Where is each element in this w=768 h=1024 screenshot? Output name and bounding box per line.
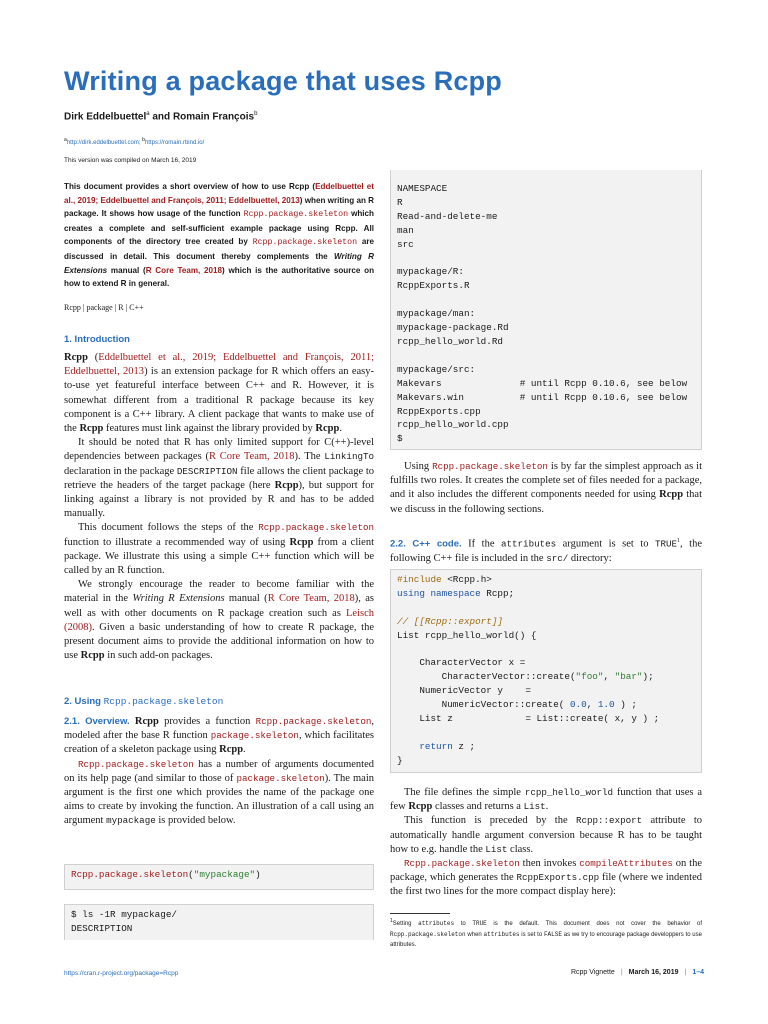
inline-code: src/ bbox=[546, 552, 569, 564]
text: Setting bbox=[392, 921, 419, 927]
code-line: mypackage/man: bbox=[397, 308, 476, 320]
paragraph bbox=[390, 857, 702, 900]
text: . Given a basic understanding of how to create R package, the present document aims to provide the additional information on how to use bbox=[64, 621, 374, 662]
code-line: RcppExports.R bbox=[397, 280, 470, 292]
inline-code: RcppExports.cpp bbox=[516, 872, 600, 884]
inline-code: LinkingTo bbox=[324, 451, 374, 463]
abstract-text: manual ( bbox=[107, 265, 146, 275]
code-line-blank bbox=[397, 601, 695, 615]
code-number: 0.0 bbox=[569, 699, 587, 711]
heading-text: 2. Using bbox=[64, 696, 104, 707]
text: file (where we indented the first two lines for the more compact display here): bbox=[390, 872, 702, 898]
paragraph bbox=[64, 578, 374, 663]
footnote-number: 1 bbox=[390, 918, 393, 924]
text: as we try to encourage package developpers to use attributes. bbox=[390, 931, 702, 948]
inline-code: TRUE bbox=[654, 538, 678, 550]
code-line: Makevars.win # until Rcpp 0.10.6, see below bbox=[397, 391, 688, 403]
section-1-heading: 1. Introduction bbox=[64, 334, 130, 345]
abstract-citation[interactable]: R Core Team, 2018 bbox=[145, 265, 223, 275]
code-line: } bbox=[397, 754, 403, 766]
text: is set to bbox=[519, 931, 544, 938]
abstract-citation[interactable]: Eddelbuettel et al., 2019; Eddelbuettel and François, 2011; Eddelbuettel, 2013 bbox=[64, 182, 374, 205]
text: ). The main argument is the first one which provides the name of the package one aims to create by invoking the function. An illustration of a call using an argument bbox=[64, 772, 374, 827]
text: This document follows the steps of the bbox=[78, 522, 259, 534]
inline-code: attributes bbox=[483, 930, 520, 938]
text: Using bbox=[404, 461, 433, 472]
code-number: 1.0 bbox=[597, 699, 615, 711]
abstract-text: ) which is the authoritative source on how to extend R in general. bbox=[64, 265, 375, 289]
code-line: CharacterVector x = bbox=[397, 657, 526, 669]
code-line: rcpp_hello_world.Rd bbox=[397, 335, 504, 347]
text: attribute to automatically handle argument conversion because R has to be taught how to e.g. handle the bbox=[390, 815, 702, 855]
rcpp-name: Rcpp bbox=[219, 744, 244, 756]
text: If the bbox=[461, 538, 501, 550]
text: argument is set to bbox=[556, 538, 655, 550]
paragraph bbox=[390, 786, 702, 814]
text: , the following C++ file is included in the bbox=[390, 538, 702, 564]
inline-code-link[interactable]: Rcpp.package.skeleton bbox=[78, 758, 194, 770]
code-line-blank bbox=[397, 293, 695, 307]
code-line-blank bbox=[397, 349, 695, 363]
text: We strongly encourage the reader to become familiar with the material in the bbox=[64, 579, 374, 605]
code-line-blank bbox=[397, 252, 695, 266]
affiliations bbox=[64, 137, 204, 146]
rcpp-name: Rcpp bbox=[315, 423, 340, 435]
rcpp-name: Rcpp bbox=[79, 423, 104, 435]
abstract-text: This document provides a short overview of how to use Rcpp ( bbox=[64, 182, 316, 191]
code-line: $ ls -1R mypackage/ bbox=[71, 909, 178, 920]
code-line: mypackage/R: bbox=[397, 266, 464, 278]
abstract-text: are discussed in detail. This document thereby complements the bbox=[64, 237, 374, 261]
citation[interactable]: R Core Team, 2018 bbox=[267, 593, 355, 605]
code-line bbox=[397, 573, 695, 587]
inline-code: DESCRIPTION bbox=[176, 465, 238, 477]
text: has a number of arguments documented on its help page (and similar to those of bbox=[64, 758, 374, 784]
code-line-blank bbox=[397, 643, 695, 657]
code-line: R bbox=[397, 196, 403, 208]
inline-code: Rcpp.package.skeleton bbox=[390, 930, 466, 938]
text: . bbox=[545, 801, 549, 813]
text: that we discuss in the following sections. bbox=[390, 489, 703, 515]
text: then invokes bbox=[519, 858, 580, 870]
text: , modeled after the base R function bbox=[64, 716, 375, 742]
heading-code: Rcpp.package.skeleton bbox=[103, 696, 224, 707]
abstract-code: Rcpp.package.skeleton bbox=[243, 210, 349, 220]
text: on the package, which generates the bbox=[390, 858, 703, 884]
text: class. bbox=[507, 843, 534, 855]
citation[interactable]: Eddelbuettel et al., 2019; Eddelbuettel and François, 2011; Eddelbuettel, 2013 bbox=[64, 352, 374, 378]
inline-code-link[interactable]: Rcpp.package.skeleton bbox=[258, 522, 374, 534]
code-line bbox=[397, 670, 695, 684]
affil-a-marker: a bbox=[64, 137, 67, 143]
code-line: DESCRIPTION bbox=[71, 922, 133, 934]
abstract-code: Rcpp.package.skeleton bbox=[252, 238, 358, 248]
paragraph bbox=[64, 351, 374, 436]
code-block-skeleton-call bbox=[64, 864, 374, 890]
text: file allows the client package to retrieve the headers of the target package (here bbox=[64, 465, 374, 491]
inline-code-link[interactable]: package.skeleton bbox=[236, 772, 325, 784]
inline-code: Rcpp::export bbox=[575, 815, 643, 827]
text: ), as well as with other documents on R package creation such as bbox=[64, 593, 374, 619]
footer-separator: | bbox=[684, 969, 687, 976]
inline-code: TRUE bbox=[472, 920, 487, 927]
code-line: NAMESPACE bbox=[397, 183, 448, 194]
code-function: Rcpp.package.skeleton bbox=[71, 869, 189, 880]
text: in such add-on packages. bbox=[104, 650, 213, 662]
code-comment: // [[Rcpp::export]] bbox=[397, 615, 504, 627]
text: ) is an extension package for R which offers an easy-to-use yet featureful interface between C++ and R. However, it is somewhat different from a traditional R package because its key component is a C++ library. A client package that wants to make use of the bbox=[64, 366, 374, 435]
abstract-manual-title: Writing R Extensions bbox=[64, 251, 374, 275]
code-line: src bbox=[397, 238, 414, 250]
code-block-ls-start bbox=[64, 904, 374, 940]
inline-code-link[interactable]: compileAttributes bbox=[579, 858, 673, 870]
paragraph bbox=[64, 758, 374, 829]
text: This function is preceded by the bbox=[404, 815, 576, 827]
code-punct: ) bbox=[255, 869, 261, 880]
text: is by far the simplest approach as it fulfills two roles. It creates the complete set of files needed for a package, and it also includes the different components needed for using bbox=[390, 461, 702, 501]
text: . bbox=[243, 744, 246, 756]
code-text: CharacterVector::create( bbox=[397, 671, 576, 683]
citation[interactable]: R Core Team, 2018 bbox=[208, 451, 295, 463]
right-body-3 bbox=[390, 786, 702, 900]
paragraph bbox=[64, 521, 374, 578]
inline-code: rcpp_hello_world bbox=[524, 787, 614, 798]
footer-separator: | bbox=[620, 969, 623, 976]
authors bbox=[64, 111, 257, 122]
section-2-body bbox=[64, 715, 374, 829]
inline-code: List bbox=[523, 801, 546, 813]
compiled-note: This version was compiled on March 16, 2019 bbox=[64, 157, 197, 164]
text: to bbox=[454, 921, 473, 927]
right-body-2 bbox=[390, 534, 702, 566]
text: It should be noted that R has only limited support for C(++)-level dependencies between packages ( bbox=[64, 437, 374, 463]
abstract-text: ) when writing an R package. It shows how usage of the function bbox=[64, 195, 374, 219]
text: . bbox=[339, 423, 342, 435]
text: , which facilitates creation of a skeleton package using bbox=[64, 730, 374, 756]
text: function to illustrate a recommended way of using bbox=[64, 536, 290, 548]
code-keyword: return bbox=[397, 740, 453, 752]
section-2-heading bbox=[64, 696, 223, 707]
code-line: NumericVector y = bbox=[397, 685, 531, 697]
code-line: rcpp_hello_world.cpp bbox=[397, 419, 509, 431]
author-1: Dirk Eddelbuettel bbox=[64, 111, 147, 123]
inline-code: FALSE bbox=[543, 930, 562, 938]
abstract bbox=[64, 180, 374, 291]
code-keyword: using namespace bbox=[397, 587, 481, 599]
code-text: ); bbox=[642, 671, 654, 683]
rcpp-name: Rcpp bbox=[134, 716, 159, 727]
code-string: "mypackage" bbox=[193, 869, 256, 880]
author-2-affil-marker: b bbox=[254, 111, 258, 117]
inline-code-link[interactable]: Rcpp.package.skeleton bbox=[255, 716, 372, 727]
text: manual ( bbox=[224, 593, 268, 605]
footer-url-link[interactable]: https://cran.r-project.org/package=Rcpp bbox=[64, 970, 179, 977]
footer-info bbox=[571, 969, 704, 976]
citation[interactable]: Leisch (2008) bbox=[64, 607, 374, 633]
code-string: "foo" bbox=[575, 671, 604, 683]
affil-b-link[interactable]: https://romain.rbind.io/ bbox=[144, 140, 205, 146]
rcpp-name: Rcpp bbox=[64, 352, 88, 363]
text: is provided below. bbox=[155, 815, 236, 827]
code-text: , bbox=[603, 671, 615, 683]
code-text: NumericVector::create( bbox=[397, 699, 570, 711]
text: when bbox=[465, 931, 484, 938]
code-line: man bbox=[397, 224, 414, 236]
paragraph bbox=[390, 534, 702, 566]
right-body-1 bbox=[390, 460, 702, 517]
rcpp-name: Rcpp bbox=[274, 479, 299, 491]
code-line: Makevars # until Rcpp 0.10.6, see below bbox=[397, 377, 688, 389]
code-line: Read-and-delete-me bbox=[397, 210, 498, 222]
text: The file defines the simple bbox=[404, 787, 525, 798]
code-text: ) ; bbox=[614, 699, 637, 711]
text: ), but support for linking against a library is not provided by R and has to be added manually. bbox=[64, 479, 374, 520]
text: ). The bbox=[294, 451, 325, 463]
code-block-ls-continued bbox=[390, 170, 702, 450]
text: provides a function bbox=[158, 716, 256, 727]
text: from a client package. We illustrate this using a simple C++ function which will be called by an R function. bbox=[64, 536, 374, 577]
abstract-text: which creates a complete and self-sufficient example package using Rcpp. All components of the directory tree created by bbox=[64, 209, 374, 247]
code-directive: #include bbox=[397, 574, 442, 585]
inline-code: mypackage bbox=[106, 815, 156, 827]
code-line: RcppExports.cpp bbox=[397, 405, 481, 417]
code-line: mypackage/src: bbox=[397, 363, 476, 375]
affil-b-marker: b bbox=[142, 137, 145, 143]
footnote-divider bbox=[390, 913, 450, 914]
text: is the default. This document does not cover the behavior of bbox=[486, 921, 702, 927]
paragraph bbox=[390, 460, 702, 517]
text: ( bbox=[87, 352, 99, 363]
paragraph bbox=[64, 715, 374, 758]
manual-title: Writing R Extensions bbox=[132, 593, 225, 605]
text: declaration in the package bbox=[64, 465, 177, 477]
paper-title: Writing a package that uses Rcpp bbox=[64, 66, 503, 96]
code-line bbox=[397, 698, 695, 712]
code-text: z ; bbox=[452, 740, 476, 752]
inline-code-link[interactable]: Rcpp.package.skeleton bbox=[404, 858, 520, 870]
rcpp-name: Rcpp bbox=[408, 801, 433, 813]
code-line bbox=[397, 740, 695, 754]
code-string: "bar" bbox=[614, 671, 643, 683]
subsection-heading: 2.1. Overview. bbox=[64, 716, 130, 727]
rcpp-name: Rcpp bbox=[659, 489, 684, 501]
code-line: $ bbox=[397, 433, 403, 445]
footnote bbox=[390, 916, 702, 951]
code-line: List rcpp_hello_world() { bbox=[397, 629, 537, 641]
text: classes and returns a bbox=[432, 801, 524, 813]
inline-code-link[interactable]: Rcpp.package.skeleton bbox=[432, 461, 548, 472]
footnote-marker[interactable]: 1 bbox=[677, 538, 681, 544]
inline-code: List bbox=[485, 843, 508, 855]
code-line bbox=[397, 615, 695, 629]
code-text: Rcpp; bbox=[480, 587, 515, 599]
code-block-cpp bbox=[390, 569, 702, 773]
code-text: , bbox=[586, 699, 598, 711]
rcpp-name: Rcpp bbox=[80, 650, 105, 662]
code-punct: ( bbox=[188, 869, 194, 880]
text: features must link against the library provided by bbox=[103, 423, 316, 435]
text: directory: bbox=[568, 552, 612, 564]
section-1-body bbox=[64, 351, 374, 663]
rcpp-name: Rcpp bbox=[289, 536, 314, 548]
authors-and: and bbox=[149, 111, 173, 123]
code-line: List z = List::create( x, y ) ; bbox=[397, 713, 660, 725]
inline-code: attributes bbox=[418, 920, 455, 927]
footer-date: March 16, 2019 bbox=[628, 969, 679, 976]
footer-label: Rcpp Vignette bbox=[570, 969, 615, 976]
text: function that uses a few bbox=[390, 787, 702, 813]
paragraph bbox=[64, 436, 374, 521]
code-line bbox=[397, 587, 695, 601]
keywords: Rcpp | package | R | C++ bbox=[64, 303, 144, 312]
inline-code-link[interactable]: package.skeleton bbox=[210, 730, 299, 742]
author-2: Romain François bbox=[172, 111, 255, 123]
affil-a-link[interactable]: http://dirk.eddelbuettel.com; bbox=[66, 140, 141, 146]
subsection-heading: 2.2. C++ code. bbox=[390, 538, 462, 550]
author-1-affil-marker: a bbox=[146, 111, 150, 117]
code-line-blank bbox=[397, 726, 695, 740]
code-line: mypackage-package.Rd bbox=[397, 322, 509, 334]
code-text: <Rcpp.h> bbox=[441, 574, 492, 585]
footer-page-number: 1–4 bbox=[692, 969, 704, 976]
inline-code: attributes bbox=[501, 538, 557, 550]
paragraph bbox=[390, 814, 702, 857]
